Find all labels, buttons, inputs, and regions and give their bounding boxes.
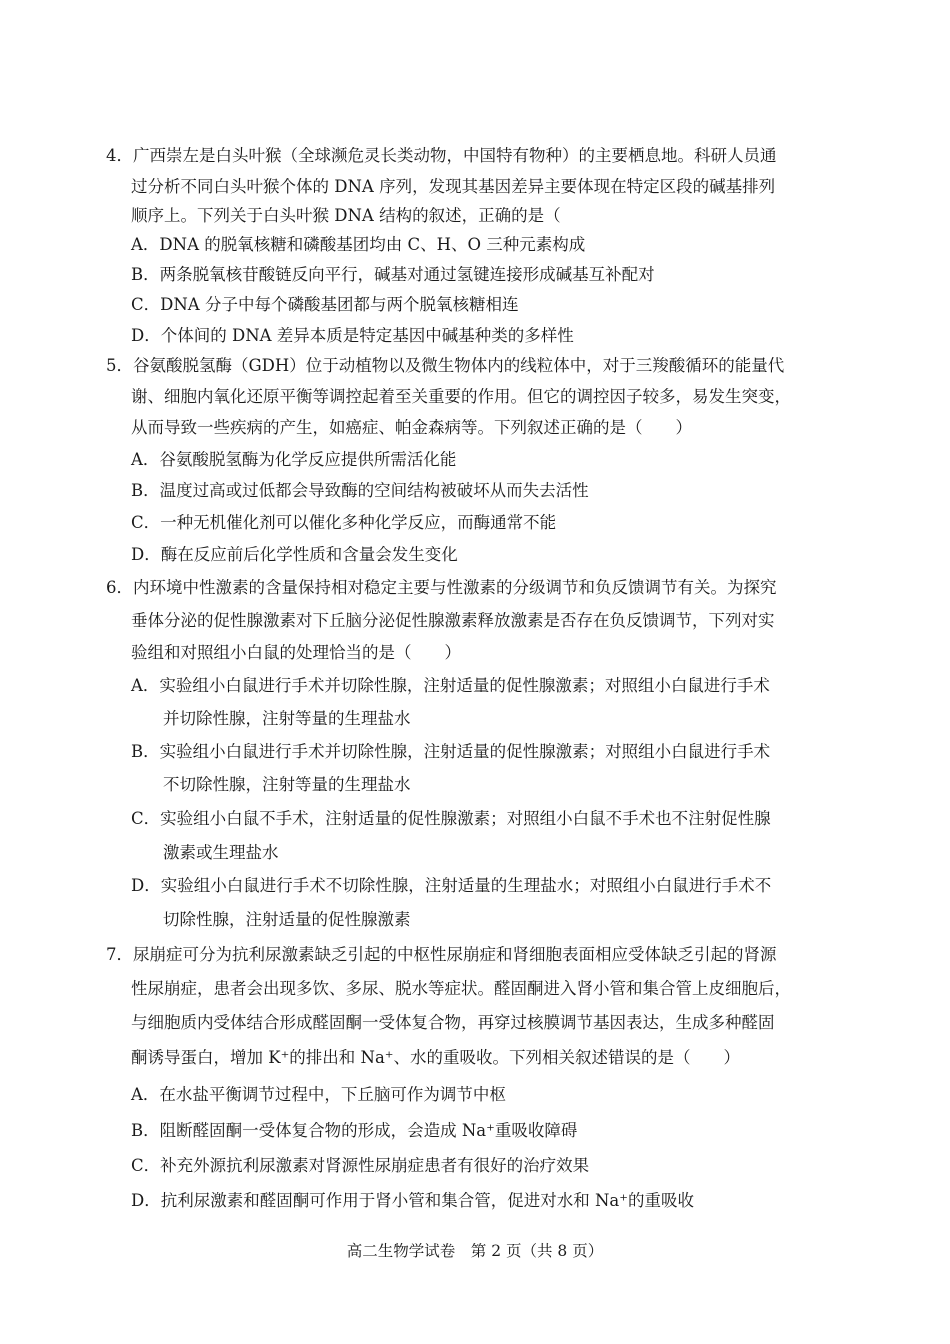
question-6-option-d-cont: 切除性腺，注射适量的促性腺激素 [163,910,411,929]
question-5-stem-line-3: 从而导致一些疾病的产生，如癌症、帕金森病等。下列叙述正确的是（ ） [131,418,692,437]
question-5-option-b: B．温度过高或过低都会导致酶的空间结构被破坏从而失去活性 [131,481,589,500]
question-5-option-d: D．酶在反应前后化学性质和含量会发生变化 [131,545,458,564]
question-7-stem-line-1: 7．尿崩症可分为抗利尿激素缺乏引起的中枢性尿崩症和肾细胞表面相应受体缺乏引起的肾源 [106,945,777,964]
page-footer: 高二生物学试卷 第 2 页（共 8 页） [346,1242,604,1260]
question-6-option-b-cont: 不切除性腺，注射等量的生理盐水 [163,775,411,794]
question-6-option-d: D．实验组小白鼠进行手术不切除性腺，注射适量的生理盐水；对照组小白鼠进行手术不 [131,876,772,895]
question-7-option-a: A．在水盐平衡调节过程中，下丘脑可作为调节中枢 [131,1085,506,1104]
question-4-stem-line-1: 4．广西崇左是白头叶猴（全球濒危灵长类动物，中国特有物种）的主要栖息地。科研人员通 [106,146,777,165]
question-4-stem-line-3: 顺序上。下列关于白头叶猴 DNA 结构的叙述，正确的是（ [131,206,561,225]
question-4-option-b: B．两条脱氧核苷酸链反向平行，碱基对通过氢键连接形成碱基互补配对 [131,265,655,284]
question-7-option-c: C．补充外源抗利尿激素对肾源性尿崩症患者有很好的治疗效果 [131,1156,590,1175]
question-7-option-d: D．抗利尿激素和醛固酮可作用于肾小管和集合管，促进对水和 Na⁺的重吸收 [131,1191,694,1210]
question-6-option-a: A．实验组小白鼠进行手术并切除性腺，注射适量的促性腺激素；对照组小白鼠进行手术 [131,676,770,695]
question-4-option-c: C．DNA 分子中每个磷酸基团都与两个脱氧核糖相连 [131,295,519,314]
question-6-stem-line-2: 垂体分泌的促性腺激素对下丘脑分泌促性腺激素释放激素是否存在负反馈调节，下列对实 [131,611,775,630]
question-4-stem-line-2: 过分析不同白头叶猴个体的 DNA 序列，发现其基因差异主要体现在特定区段的碱基排列 [131,177,776,196]
question-7-stem-line-3: 与细胞质内受体结合形成醛固酮一受体复合物，再穿过核膜调节基因表达，生成多种醛固 [131,1013,775,1032]
question-4-option-d: D．个体间的 DNA 差异本质是特定基因中碱基种类的多样性 [131,326,574,345]
question-7-stem-line-4: 酮诱导蛋白，增加 K⁺的排出和 Na⁺、水的重吸收。下列相关叙述错误的是（ ） [131,1048,741,1067]
question-7-option-b: B．阻断醛固酮一受体复合物的形成，会造成 Na⁺重吸收障碍 [131,1121,578,1140]
question-6-option-b: B．实验组小白鼠进行手术并切除性腺，注射适量的促性腺激素；对照组小白鼠进行手术 [131,742,771,761]
question-6-stem-line-1: 6．内环境中性激素的含量保持相对稳定主要与性激素的分级调节和负反馈调节有关。为探究 [106,578,777,597]
question-6-option-c-cont: 激素或生理盐水 [163,843,279,862]
question-6-option-a-cont: 并切除性腺，注射等量的生理盐水 [163,709,411,728]
question-5-option-c: C．一种无机催化剂可以催化多种化学反应，而酶通常不能 [131,513,557,532]
question-4-option-a: A．DNA 的脱氧核糖和磷酸基团均由 C、H、O 三种元素构成 [131,235,586,254]
question-7-stem-line-2: 性尿崩症，患者会出现多饮、多尿、脱水等症状。醛固酮进入肾小管和集合管上皮细胞后， [131,979,791,998]
question-6-stem-line-3: 验组和对照组小白鼠的处理恰当的是（ ） [131,643,461,662]
question-5-stem-line-1: 5．谷氨酸脱氢酶（GDH）位于动植物以及微生物体内的线粒体中，对于三羧酸循环的能量代 [106,356,785,375]
question-5-stem-line-2: 谢、细胞内氧化还原平衡等调控起着至关重要的作用。但它的调控因子较多，易发生突变， [131,387,791,406]
question-5-option-a: A．谷氨酸脱氢酶为化学反应提供所需活化能 [131,450,457,469]
question-6-option-c: C．实验组小白鼠不手术，注射适量的促性腺激素；对照组小白鼠不手术也不注射促性腺 [131,809,771,828]
